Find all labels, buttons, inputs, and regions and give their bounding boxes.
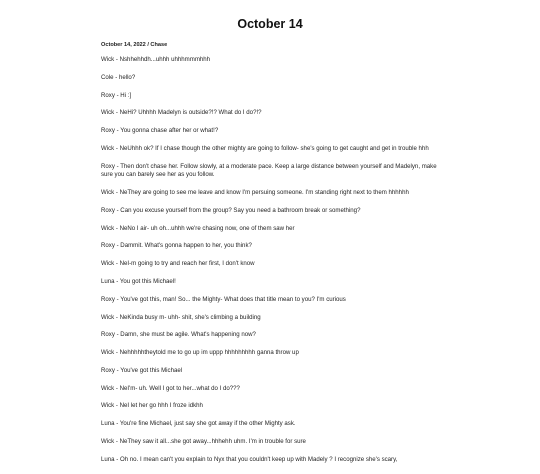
chat-line: Roxy - Damn, she must be agile. What's happening now? (101, 331, 256, 339)
page-title: October 14 (237, 17, 303, 31)
chat-line: Luna - Oh no. I mean can't you explain to Nyx that you couldn't keep up with Madely ? I recognize she's scary, (101, 455, 398, 463)
chat-line: Roxy - You gonna chase after her or what!? (101, 127, 219, 135)
chat-line: Luna - You're fine Michael, just say she got away if the other Mighty ask. (101, 420, 296, 428)
chat-line: Wick - NeThey saw it all...she got away...hhhehh uhm. I'm in trouble for sure (101, 438, 306, 445)
chat-line: Wick - NeI-m going to try and reach her first, I don't know (101, 260, 255, 268)
chat-line: Wick - Nehhhhhtheytold me to go up im uppp hhhhhhhhh ganna throw up (101, 349, 299, 357)
chat-transcript (101, 56, 439, 474)
chat-line: Roxy - Can you excuse yourself from the group? Say you need a bathroom break or something? (101, 206, 361, 214)
chat-line: Roxy - You've got this Michael (101, 366, 183, 374)
chat-line: Wick - NeUhhh ok? If I chase though the other mighty are going to follow- she's going to get caught and get in trouble hhh (101, 144, 429, 152)
chat-line: Roxy - You've got this, man! So... the Mighty- What does that title mean to you? I'm curious (101, 295, 346, 303)
chat-line: Roxy - Hi :] (101, 91, 132, 99)
chat-line: Wick - NeI'm- uh. Well I got to her...what do I do??? (101, 384, 240, 392)
chat-line: Wick - NeKinda busy m- uhh- shit, she's climbing a building (101, 313, 261, 321)
chat-line: Wick - NeHi? Uhhhh Madelyn is outside?!? What do I do?!? (101, 109, 262, 117)
post-date-author: October 14, 2022 / Chase (101, 42, 168, 48)
chat-line: Cole - hello? (101, 73, 136, 81)
chat-line: Wick - NeNo I air- uh oh...uhhh we're chasing now, one of them saw her (101, 224, 295, 232)
chat-line: Roxy - Then don't chase her. Follow slowly, at a moderate pace. Keep a large distance between yourself and Madelyn, make sure you can barely see her as you follow. (101, 162, 437, 179)
chat-line: Wick - NeThey are going to see me leave and know I'm persuing someone. I'm standing right next to them hhhhhh (101, 189, 409, 197)
chat-line: Wick - NeI let her go hhh I froze idkhh (101, 402, 203, 410)
chat-line: Roxy - Dammit. What's gonna happen to her, you think? (101, 242, 252, 250)
chat-line: Wick - Nshhehhdh...uhhh uhhhmmmhhh (101, 56, 211, 63)
chat-line: Luna - You got this Michael! (101, 277, 176, 285)
